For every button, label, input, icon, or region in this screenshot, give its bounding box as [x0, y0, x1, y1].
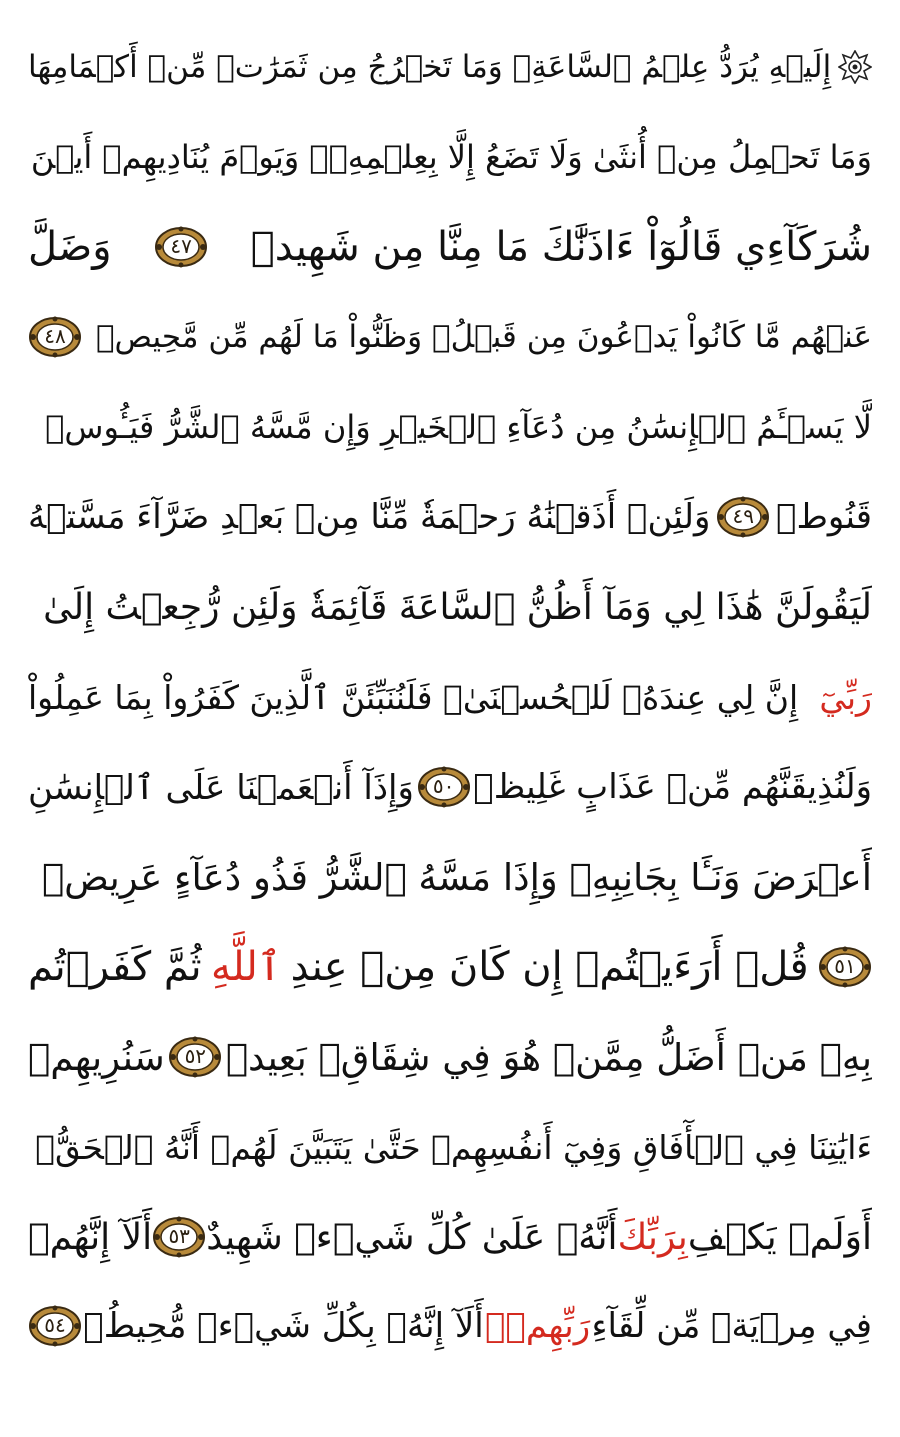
ayah-number: ٤٧: [170, 234, 192, 258]
ayah-number: ٥٠: [432, 774, 455, 798]
ayah-number: ٥٢: [184, 1044, 207, 1068]
verse-line-10: [28, 832, 872, 922]
verse-line-13: [28, 1102, 872, 1192]
verse-text: إِنَّ لِي عِندَهُۥ لَلۡحُسۡنَىٰۚ فَلَنُنَبِّئَنَّ ٱلَّذِينَ كَفَرُواْ بِمَا عَمِلُواْ: [28, 677, 799, 717]
verse-text: بِهِۦ مَنۡ أَضَلُّ مِمَّنۡ هُوَ فِي شِقَاقِۭ بَعِيدٖ: [225, 1035, 872, 1079]
verse-text: أَنَّهُۥ عَلَىٰ كُلِّ شَيۡءٖ شَهِيدٌ: [206, 1216, 618, 1258]
highlighted-word: رَبِّهِمۡۗ: [485, 1306, 591, 1346]
verse-line-12: [28, 1012, 872, 1102]
verse-text: إِلَيۡهِ يُرَدُّ عِلۡمُ ٱلسَّاعَةِۚ وَمَا تَخۡرُجُ مِن ثَمَرَٰتٖ مِّنۡ أَكۡمَامِهَا: [28, 49, 832, 85]
verse-text: أَوَلَمۡ يَكۡفِ: [687, 1216, 872, 1258]
verse-line-8: [28, 652, 872, 742]
verse-text: ثُمَّ كَفَرۡتُم: [28, 944, 202, 990]
verse-text: وَضَلَّ: [28, 224, 112, 270]
verse-text: لَّا يَسۡـَٔمُ ٱلۡإِنسَٰنُ مِن دُعَآءِ ٱلۡخَيۡرِ وَإِن مَّسَّهُ ٱلشَّرُّ فَيَـُٔوسٞ: [45, 408, 872, 446]
verse-text: أَلَآ إِنَّهُۥ بِكُلِّ شَيۡءٖ مُّحِيطُۢ: [83, 1306, 484, 1346]
verse-text: عَنۡهُم مَّا كَانُواْ يَدۡعُونَ مِن قَبۡلُۖ وَظَنُّواْ مَا لَهُم مِّن مَّحِيصٖ: [95, 319, 872, 355]
verse-text: ءَايَٰتِنَا فِي ٱلۡأٓفَاقِ وَفِيٓ أَنفُسِهِمۡ حَتَّىٰ يَتَبَيَّنَ لَهُمۡ أَنَّهُ ٱلۡحَقُّۗ: [35, 1127, 872, 1167]
verse-text: قَنُوطٞ: [776, 497, 872, 537]
highlighted-word: ٱللَّهِ: [210, 944, 282, 990]
ayah-number: ٥٤: [44, 1313, 66, 1337]
verse-line-2: [28, 112, 872, 202]
verse-line-15: [28, 1282, 872, 1370]
ayah-number: ٥٣: [168, 1224, 190, 1248]
verse-text: شُرَكَآءِي قَالُوٓاْ ءَاذَنَّٰكَ مَا مِنَّا مِن شَهِيدٖ: [250, 224, 872, 270]
verse-text: لَيَقُولَنَّ هَٰذَا لِي وَمَآ أَظُنُّ ٱلسَّاعَةَ قَآئِمَةٗ وَلَئِن رُّجِعۡتُ إِلَىٰ: [43, 586, 872, 628]
verse-line-5: [28, 382, 872, 472]
verse-text: وَلَنُذِيقَنَّهُم مِّنۡ عَذَابٍ غَلِيظٖ: [473, 767, 872, 807]
verse-text: سَنُرِيهِمۡ: [28, 1035, 165, 1079]
verse-line-1: [28, 22, 872, 112]
ayah-end-marker-icon: [28, 315, 82, 359]
highlighted-word: رَبِّيٓ: [819, 677, 872, 717]
verse-line-11: [28, 922, 872, 1012]
verse-line-4: [28, 292, 872, 382]
verse-text: وَإِذَآ أَنۡعَمۡنَا عَلَى ٱلۡإِنسَٰنِ: [28, 767, 414, 808]
verse-text: وَلَئِنۡ أَذَقۡنَٰهُ رَحۡمَةٗ مِّنَّا مِنۢ بَعۡدِ ضَرَّآءَ مَسَّتۡهُ: [28, 497, 711, 537]
ayah-end-marker-icon: [154, 225, 208, 269]
verse-line-6: [28, 472, 872, 562]
verse-text: وَمَا تَحۡمِلُ مِنۡ أُنثَىٰ وَلَا تَضَعُ إِلَّا بِعِلۡمِهِۦۚ وَيَوۡمَ يُنَادِيهِمۡ أَيۡنَ: [30, 138, 872, 176]
verse-line-7: [28, 562, 872, 652]
ayah-end-marker-icon: [28, 1304, 82, 1348]
ayah-end-marker-icon: [152, 1215, 206, 1259]
verse-line-9: [28, 742, 872, 832]
ayah-number: ٥١: [834, 954, 856, 978]
verse-text: أَلَآ إِنَّهُمۡ: [28, 1216, 153, 1258]
star-ornament-icon: [838, 50, 872, 84]
ayah-number: ٤٨: [44, 324, 66, 348]
ayah-end-marker-icon: [818, 945, 872, 989]
ayah-number: ٤٩: [732, 504, 754, 528]
verse-line-14: [28, 1192, 872, 1282]
ayah-end-marker-icon: [168, 1035, 222, 1079]
verse-text: فِي مِرۡيَةٖ مِّن لِّقَآءِ: [591, 1306, 872, 1346]
verse-line-3: [28, 202, 872, 292]
verse-text: أَعۡرَضَ وَنَـَٔا بِجَانِبِهِۦ وَإِذَا مَسَّهُ ٱلشَّرُّ فَذُو دُعَآءٍ عَرِيضٖ: [41, 855, 872, 899]
verse-text: قُلۡ أَرَءَيۡتُمۡ إِن كَانَ مِنۡ عِندِ: [290, 944, 809, 990]
highlighted-word: بِرَبِّكَ: [617, 1216, 688, 1258]
ayah-end-marker-icon: [417, 765, 471, 809]
ayah-end-marker-icon: [716, 495, 770, 539]
